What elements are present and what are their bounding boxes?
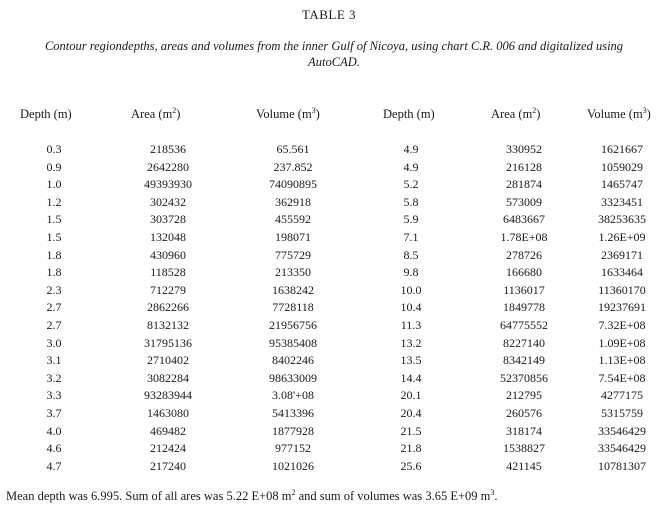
- right-volume-cell: 1621667: [601, 142, 643, 156]
- left-volume-cell: 74090895: [269, 177, 317, 192]
- left-volume-cell: 198071: [275, 230, 311, 244]
- right-depth-cell: 9.8: [403, 265, 419, 280]
- left-volume-cell: 95385408: [269, 335, 317, 350]
- right-volume-cell: 5315759: [601, 406, 643, 420]
- left-depth-cell: 3.2: [46, 370, 62, 385]
- right-area-cell: 421145: [506, 458, 542, 473]
- header-depth-left: Depth (m): [20, 107, 72, 121]
- right-volume-cell: 38253635: [598, 212, 646, 227]
- right-depth-cell: 25.6: [400, 458, 422, 473]
- right-volume-cell: 7.54E+08: [598, 370, 646, 385]
- left-depth-cell: 3.3: [46, 388, 62, 403]
- left-area-cell: 2710402: [147, 353, 189, 368]
- right-volume-cell: 19237691: [598, 300, 646, 315]
- right-area-cell: 166680: [506, 265, 542, 280]
- right-volume-cell: 1633464: [601, 265, 643, 280]
- left-depth-cell: 3.0: [46, 335, 62, 350]
- right-volume-cell: 7.32E+08: [598, 318, 646, 332]
- header-volume-left: Volume $(m^3)$: [256, 105, 320, 121]
- right-depth-cell: 20.1: [400, 388, 422, 403]
- left-volume-cell: 775729: [275, 247, 311, 262]
- left-volume-cell: 1638242: [272, 282, 314, 297]
- left-depth-cell: 0.3: [46, 142, 62, 156]
- right-area-cell: 216128: [506, 159, 542, 174]
- right-depth-cell: 5.9: [403, 212, 419, 227]
- header-area-left: Area $(m^2)$: [131, 105, 181, 121]
- right-depth-cell: 10.0: [400, 282, 422, 297]
- left-depth-cell: 4.6: [46, 441, 62, 456]
- right-volume-cell: 2369171: [601, 247, 643, 262]
- left-area-cell: 118528: [150, 265, 186, 280]
- right-area-cell: 318174: [506, 423, 542, 438]
- right-volume-cell: 3323451: [601, 194, 643, 209]
- right-volume-cell: 1.09E+08: [598, 335, 646, 350]
- left-volume-cell: 8402246: [272, 353, 314, 368]
- right-area-cell: 260576: [506, 406, 542, 420]
- right-depth-cell: 5.2: [403, 177, 419, 192]
- left-volume-cell: 5413396: [272, 406, 314, 420]
- left-volume-cell: 1877928: [272, 423, 314, 438]
- left-depth-cell: 3.7: [46, 406, 62, 420]
- left-depth-cell: 1.0: [46, 177, 62, 192]
- right-area-cell: 330952: [506, 142, 542, 156]
- left-area-cell: 31795136: [144, 335, 192, 350]
- left-depth-cell: 0.9: [46, 159, 62, 174]
- left-depth-cell: 1.8: [46, 247, 62, 262]
- right-depth-cell: 11.3: [400, 318, 422, 332]
- left-area-cell: 469482: [150, 423, 186, 438]
- left-area-cell: 8132132: [147, 318, 189, 332]
- right-volume-cell: 33546429: [598, 441, 646, 456]
- right-volume-cell: 1059029: [601, 159, 643, 174]
- right-area-cell: 1.78E+08: [500, 230, 548, 244]
- left-volume-cell: 7728118: [272, 300, 314, 315]
- left-area-cell: 303728: [150, 212, 186, 227]
- left-area-cell: 2862266: [147, 300, 189, 315]
- right-volume-cell: 1465747: [601, 177, 643, 192]
- right-volume-cell: 11360170: [598, 282, 646, 297]
- left-depth-cell: 4.7: [46, 458, 62, 473]
- left-depth-cell: 4.0: [46, 423, 62, 438]
- right-depth-cell: 7.1: [403, 230, 419, 244]
- right-depth-cell: 14.4: [400, 370, 422, 385]
- header-volume-right: Volume $(m^3)$: [587, 105, 651, 121]
- left-area-cell: 218536: [150, 142, 186, 156]
- right-depth-cell: 5.8: [403, 194, 419, 209]
- right-area-cell: 6483667: [503, 212, 545, 227]
- left-volume-cell: 455592: [275, 212, 311, 227]
- left-volume-cell: 1021026: [272, 458, 314, 473]
- right-depth-cell: 4.9: [403, 142, 419, 156]
- left-volume-cell: 3.08'+08: [272, 388, 314, 403]
- left-volume-cell: 362918: [275, 194, 311, 209]
- right-area-cell: 64775552: [500, 318, 548, 332]
- left-depth-cell: 1.8: [46, 265, 62, 280]
- right-volume-cell: 1.13E+08: [598, 353, 646, 368]
- table-caption: Contour regiondepths, areas and volumes from the inner Gulf of Nicoya, using chart C.R. 006 and digitalized using AutoCAD.: [44, 39, 624, 69]
- right-depth-cell: 21.5: [400, 423, 422, 438]
- left-depth-cell: 1.5: [46, 212, 62, 227]
- right-area-cell: 281874: [506, 177, 542, 192]
- right-volume-cell: 33546429: [598, 423, 646, 438]
- right-area-cell: 8227140: [503, 335, 545, 350]
- left-area-cell: 212424: [150, 441, 186, 456]
- right-area-cell: 8342149: [503, 353, 545, 368]
- left-area-cell: 49393930: [144, 177, 192, 192]
- left-depth-cell: 1.5: [46, 230, 62, 244]
- right-depth-cell: 4.9: [403, 159, 419, 174]
- left-volume-cell: 213350: [275, 265, 311, 280]
- right-area-cell: 573009: [506, 194, 542, 209]
- right-depth-cell: 13.5: [400, 353, 422, 368]
- left-volume-cell: 237.852: [273, 159, 313, 174]
- left-depth-cell: 1.2: [46, 194, 62, 209]
- table-title: TABLE 3: [301, 7, 357, 22]
- right-volume-cell: 1.26E+09: [598, 230, 646, 244]
- right-area-cell: 1849778: [503, 300, 545, 315]
- right-depth-cell: 10.4: [400, 300, 422, 315]
- left-area-cell: 132048: [150, 230, 186, 244]
- left-depth-cell: 2.3: [46, 282, 62, 297]
- right-area-cell: 278726: [506, 247, 542, 262]
- left-volume-cell: 977152: [275, 441, 311, 456]
- right-volume-cell: 4277175: [601, 388, 643, 403]
- left-volume-cell: 98633009: [269, 370, 317, 385]
- right-area-cell: 212795: [506, 388, 542, 403]
- left-area-cell: 712279: [150, 282, 186, 297]
- left-volume-cell: 65.561: [276, 142, 310, 156]
- right-area-cell: 1136017: [503, 282, 545, 297]
- right-volume-cell: 10781307: [598, 458, 646, 473]
- left-area-cell: 2642280: [147, 159, 189, 174]
- left-depth-cell: 3.1: [46, 353, 62, 368]
- left-area-cell: 217240: [150, 458, 186, 473]
- right-depth-cell: 20.4: [400, 406, 422, 420]
- right-area-cell: 1538827: [503, 441, 545, 456]
- left-depth-cell: 2.7: [46, 318, 62, 332]
- right-depth-cell: 8.5: [403, 247, 419, 262]
- table-footer-note: Mean depth was 6.995. Sum of all ares was 5.22 E+08 $m^2$ and sum of volumes was 3.65 E+09 $m^3$.: [6, 487, 498, 503]
- right-area-cell: 52370856: [500, 370, 548, 385]
- header-area-right: Area $(m^2)$: [491, 105, 541, 121]
- right-depth-cell: 13.2: [400, 335, 422, 350]
- left-area-cell: 1463080: [147, 406, 189, 420]
- left-area-cell: 93283944: [144, 388, 192, 403]
- left-area-cell: 3082284: [147, 370, 189, 385]
- header-depth-right: Depth (m): [383, 107, 435, 121]
- left-volume-cell: 21956756: [269, 318, 317, 332]
- left-depth-cell: 2.7: [46, 300, 62, 315]
- left-area-cell: 302432: [150, 194, 186, 209]
- left-area-cell: 430960: [150, 247, 186, 262]
- right-depth-cell: 21.8: [400, 441, 422, 456]
